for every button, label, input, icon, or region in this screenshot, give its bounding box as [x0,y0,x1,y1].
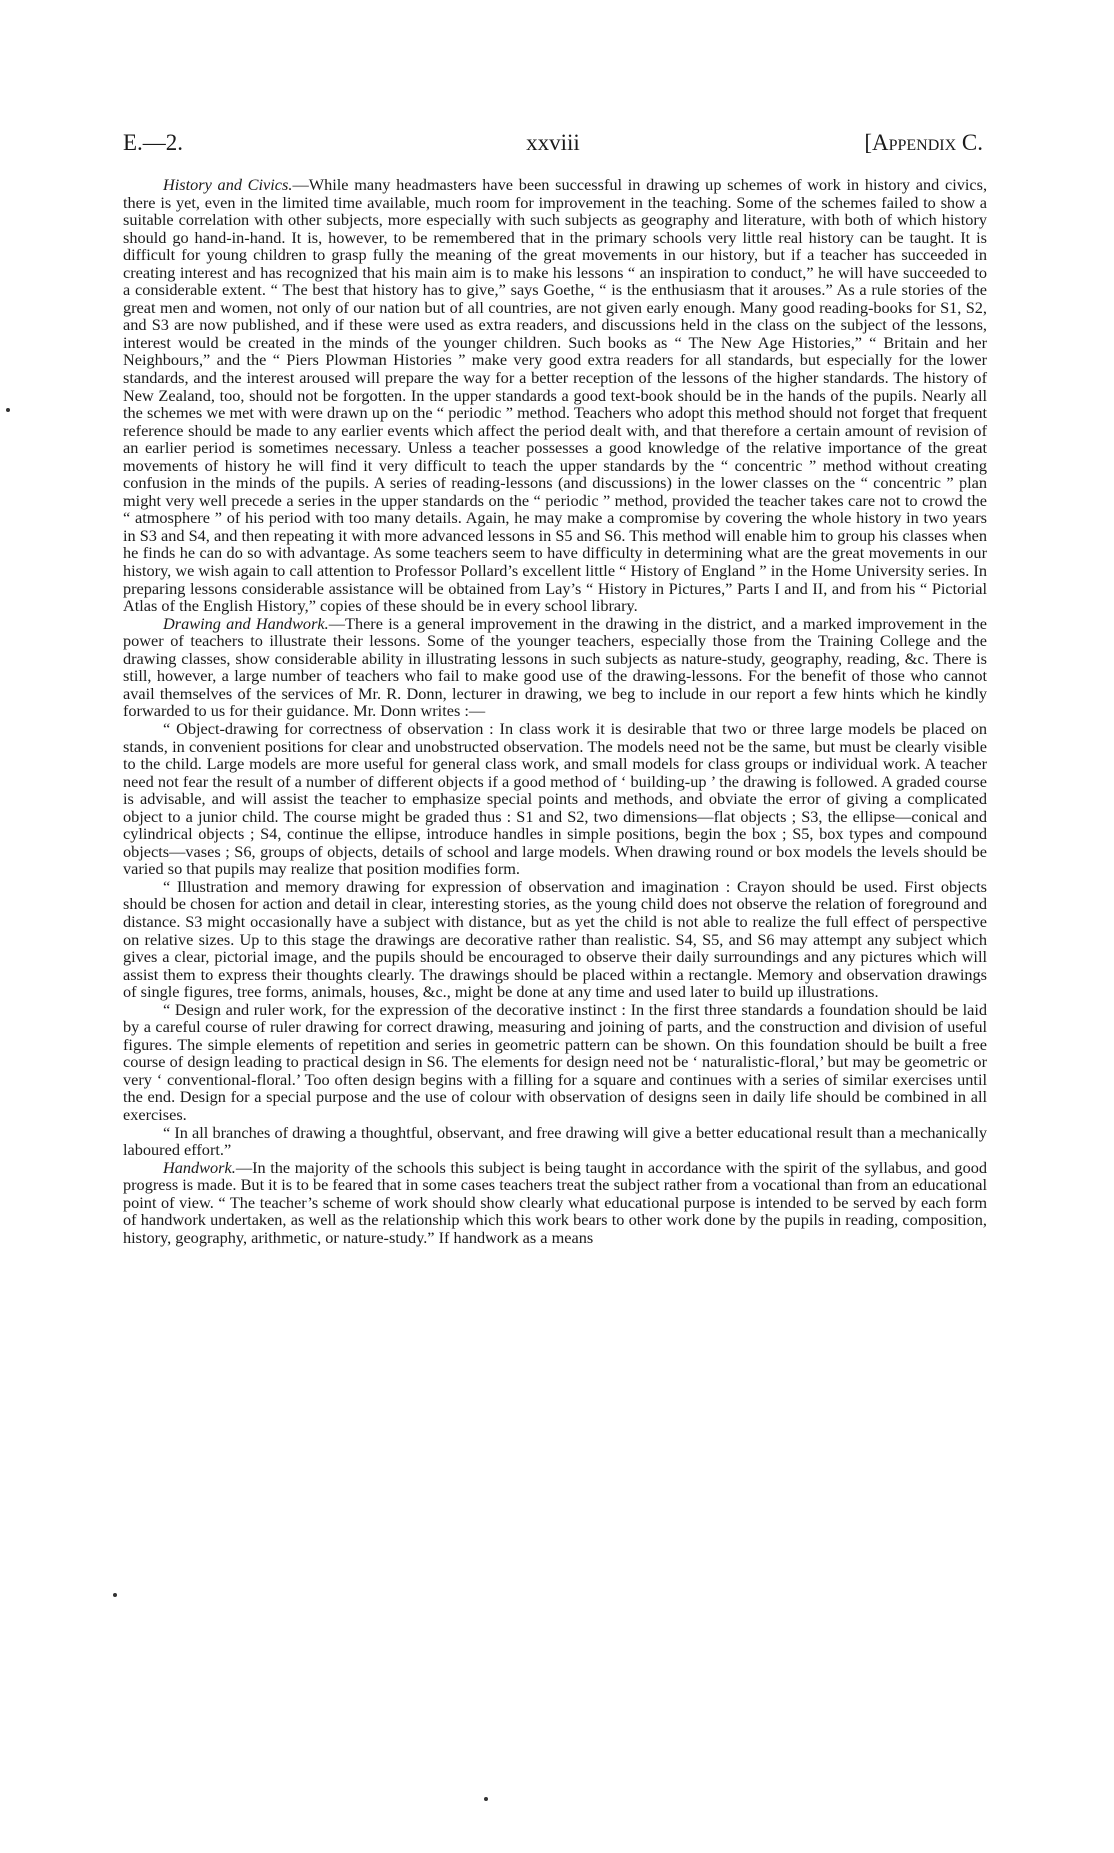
paragraph-text: “ In all branches of drawing a thoughtful, observant, and free drawing will give a better educational result than a mechanically laboured effort.” [123,1122,987,1160]
margin-dot [6,408,10,412]
paragraph-object-drawing [123,720,987,878]
section-heading: Handwork. [163,1157,236,1177]
paragraph-text: —There is a general improvement in the drawing in the district, and a marked improvement in the power of teachers to illustrate their lessons. Some of the younger teachers, especially those from the Training College and the drawing classes, show considerable ability in illustrating lessons in such subjects as nature-study, geography, reading, &c. There is still, however, a large number of teachers who fail to make good use of the drawing-lessons. For the benefit of those who cannot avail themselves of the services of Mr. R. Donn, lecturer in drawing, we beg to include in our report a few hints which he kindly forwarded to us for their guidance. Mr. Donn writes :— [123,613,988,721]
body-text [123,176,987,1246]
paragraph-text: —In the majority of the schools this subject is being taught in accordance with the spirit of the syllabus, and good progress is made. But it is to be feared that in some cases teachers treat the subject rather from a vocational than from an educational point of view. “ The teacher’s scheme of work should show clearly what educational purpose is intended to be served by each form of handwork undertaken, as well as the relationship which this work bears to other work done by the pupils in reading, composition, history, geography, arithmetic, or nature-study.” If handwork as a means [123,1157,987,1247]
section-heading: History and Civics. [163,175,293,194]
document-reference: E.—2. [123,130,184,155]
paragraph-drawing-handwork [123,615,987,720]
section-heading: Drawing and Handwork. [163,613,329,633]
paragraph-text: —While many headmasters have been successful in drawing up schemes of work in history and civics, there is yet, even in the limited time available, much room for improvement in the teaching. Some of the schemes failed to show a suitable correlation with other subjects, more especially with such subjects as geography and literature, with both of which history should go hand-in-hand. It is, however, to be remembered that in the primary schools very little real history can be taught. It is difficult for young children to grasp fully the meaning of the great movements in our history, but if a teacher has succeeded in creating interest and has recognized that his main aim is to make his lessons “ an inspiration to conduct,” he will have succeeded to a considerable extent. “ The best that history has to give,” says Goethe, “ is the enthusiasm that it arouses.” As a rule stories of the great men and women, not only of our nation but of all countries, are not given early enough. Many good reading-books for S1, S2, and S3 are now published, and if these were used as extra readers, and discussions held in the class on the subject of the lessons, interest would be created in the minds of the younger children. Such books as “ The New Age Histories,” “ Britain and her Neighbours,” and the “ Piers Plowman Histories ” make very good extra readers for all standards, but especially for the lower standards, and the interest aroused will prepare the way for a better reception of the lessons of the higher standards. The history of New Zealand, too, should not be forgotten. In the upper standards a good text-book should be in the hands of the pupils. Nearly all the schemes we met with were drawn up on the “ periodic ” method. Teachers who adopt this method should not forget that frequent reference should be made to any earlier events which affect the period dealt with, and that therefore a certain amount of revision of an earlier period is sometimes necessary. Unless a teacher possesses a good knowledge of the relative importance of the great movements of history he will find it very difficult to teach the upper standards by the “ concentric ” method without creating confusion in the minds of the pupils. A series of reading-lessons (and discussions) in the lower classes on the “ concentric ” plan might very well precede a series in the upper standards on the “ periodic ” method, provided the teacher takes care not to crowd the “ atmosphere ” of his period with too many details. Again, he may make a compromise by covering the whole history in two years in S3 and S4, and then repeating it with more advanced lessons in S5 and S6. This method will enable him to group his classes when he finds he can do so with advantage. As some teachers seem to have difficulty in determining what are the great movements in our history, we wish again to call attention to Professor Pollard’s excellent little “ History of England ” in the Home University series. In preparing lessons considerable assistance will be obtained from Lay’s “ History in Pictures,” Parts I and II, and from his “ Pictorial Atlas of the English History,” copies of these should be in every school library. [123,175,988,616]
paragraph-design-ruler [123,1001,987,1124]
margin-dot [113,1593,117,1597]
paragraph-text: “ Design and ruler work, for the expression of the decorative instinct : In the first three standards a foundation should be laid by a careful course of ruler drawing for correct drawing, measuring and joining of parts, and the construction and division of useful figures. The simple elements of repetition and series in geometric pattern can be shown. On this foundation should be built a free course of design leading to practical design in S6. The elements for design need not be ‘ naturalistic-floral,’ but may be geometric or very ‘ conventional-floral.’ Too often design begins with a filling for a square and continues with a series of similar exercises until the end. Design for a special purpose and the use of colour with observation of designs seen in daily life should be combined in all exercises. [123,999,987,1124]
paragraph-history-civics [123,176,987,615]
paragraph-handwork [123,1159,987,1247]
page-header [123,128,983,158]
paragraph-text: “ Illustration and memory drawing for expression of observation and imagination : Crayon should be used. First objects should be chosen for action and detail in clear, interesting stories, as the young child does not observe the relation of foreground and distance. S3 might occasionally have a subject with distance, but as yet the child is not able to realize the full effect of perspective on relative sizes. Up to this stage the drawings are decorative rather than realistic. S4, S5, and S6 may attempt any subject which gives a clear, pictorial image, and the pupils should be encouraged to observe their daily surroundings and any pictures which will assist them to express their thoughts clearly. The drawings should be placed within a rectangle. Memory and observation drawings of single figures, tree forms, animals, houses, &c., might be done at any time and used later to build up illustrations. [123,876,987,1002]
page-number: xxviii [526,130,580,155]
paragraph-text: “ Object-drawing for correctness of observation : In class work it is desirable that two or three large models be placed on stands, in convenient positions for clear and unobstructed observation. The models need not be the same, but must be clearly visible to the child. Large models are more useful for general class work, and small models for class groups or individual work. A teacher need not fear the result of a number of different objects if a good method of ‘ building-up ’ the drawing is followed. A graded course is advisable, and will assist the teacher to emphasize special points and methods, and obviate the error of giving a complicated object to a junior child. The course might be graded thus : S1 and S2, two dimensions—flat objects ; S3, the ellipse—conical and cylindrical objects ; S4, continue the ellipse, introduce handles in simple positions, begin the box ; S5, box types and compound objects—vases ; S6, groups of objects, details of school and large models. When drawing round or box models the levels should be varied so that pupils may realize that position modifies form. [123,718,987,879]
margin-dot [484,1797,488,1801]
paragraph-illustration-memory [123,878,987,1001]
appendix-label: [Appendix C. [864,130,983,155]
paragraph-drawing-branches [123,1124,987,1159]
